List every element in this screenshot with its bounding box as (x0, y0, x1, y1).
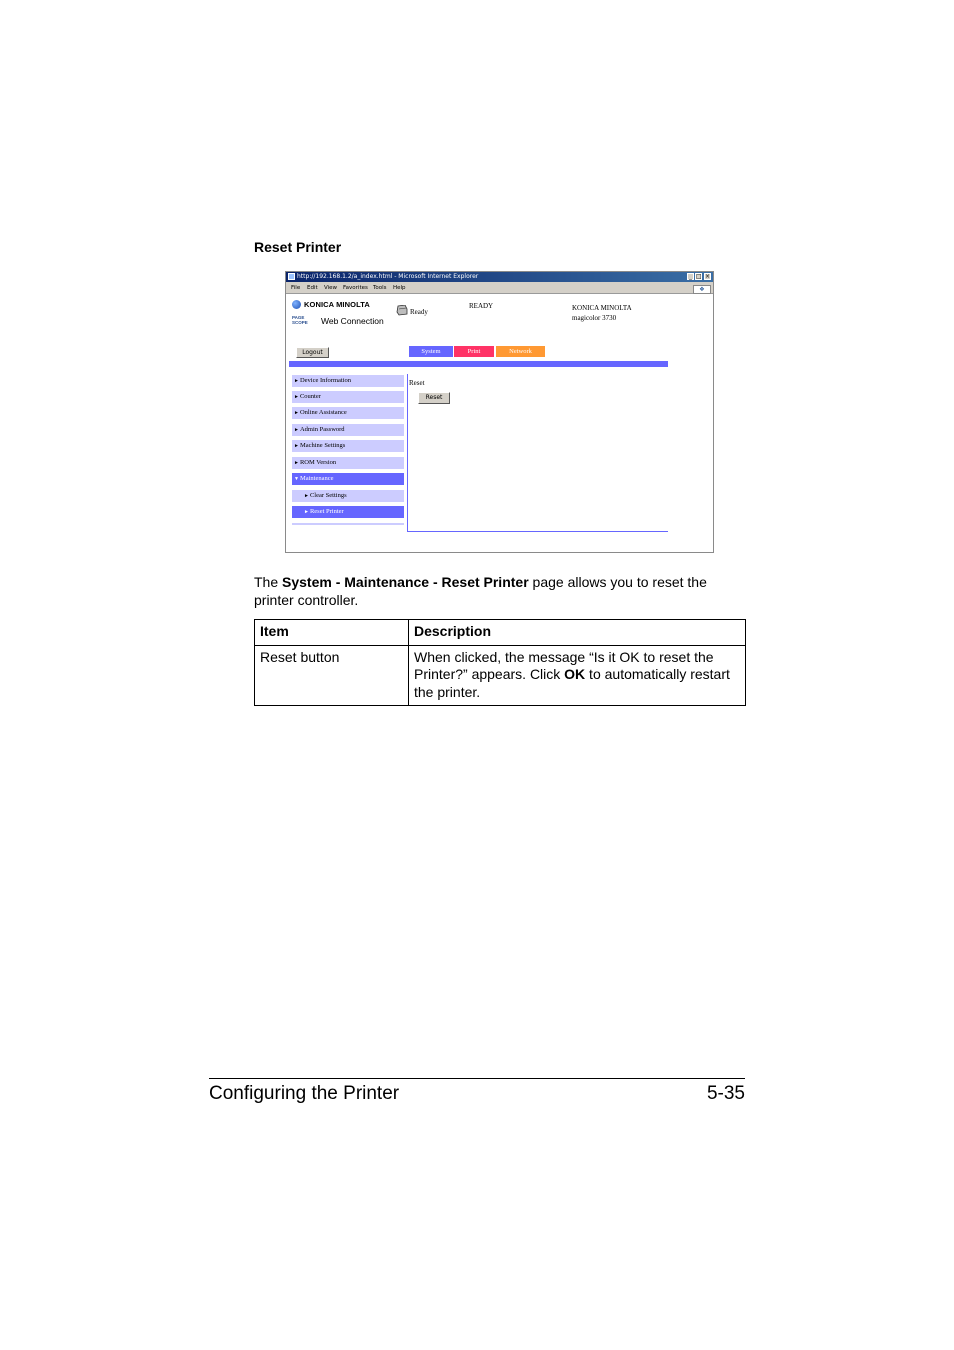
tab-network[interactable]: Network (496, 346, 545, 357)
table-header-row (255, 620, 746, 646)
sidebar-item-label: Maintenance (299, 475, 334, 482)
menu-favorites[interactable]: Favorites (343, 285, 368, 291)
arrow-right-icon: ► (294, 428, 299, 433)
menu-help[interactable]: Help (393, 285, 406, 291)
table-cell-item: Reset button (255, 645, 409, 706)
arrow-right-icon: ► (294, 395, 299, 400)
column-header-description: Description (409, 620, 746, 646)
header-divider (289, 361, 668, 367)
web-connection-label: Web Connection (321, 316, 384, 326)
sidebar-item-admin-password[interactable] (292, 424, 404, 436)
menu-view[interactable]: View (324, 285, 338, 291)
arrow-right-icon: ► (294, 411, 299, 416)
description-paragraph (254, 574, 746, 609)
arrow-right-icon: ► (304, 510, 309, 515)
status-caps: READY (469, 302, 494, 310)
menu-file[interactable]: File (291, 285, 301, 291)
browser-menu-bar (286, 282, 713, 294)
arrow-right-icon: ► (294, 444, 299, 449)
menu-edit[interactable]: Edit (307, 285, 318, 291)
sidebar-item-label: ROM Version (299, 459, 337, 466)
sidebar-item-label: Machine Settings (299, 442, 346, 449)
content-bottom-divider (408, 531, 668, 532)
arrow-right-icon: ► (304, 494, 309, 499)
sidebar-end-bar (292, 523, 404, 525)
status-text: Ready (410, 308, 428, 316)
tab-system[interactable]: System (409, 346, 453, 357)
sidebar-divider (407, 374, 408, 532)
browser-screenshot (285, 271, 714, 553)
arrow-down-icon: ▼ (294, 477, 299, 482)
sidebar-item-device-information[interactable] (292, 375, 404, 387)
pagescope-badge-bottom: SCOPE (292, 320, 308, 325)
maximize-button[interactable]: □ (696, 273, 702, 280)
footer-page-number: 5-35 (706, 1083, 745, 1104)
minimize-button[interactable]: _ (689, 273, 692, 280)
close-button[interactable]: × (705, 273, 711, 280)
tab-print[interactable]: Print (454, 346, 494, 357)
web-page-content (286, 294, 713, 552)
sidebar-item-reset-printer[interactable] (292, 506, 404, 518)
menu-tools[interactable]: Tools (373, 285, 387, 291)
sidebar-item-label: Counter (299, 393, 321, 400)
paragraph-text: The (254, 574, 283, 590)
paragraph-text-end: page allows you to reset the printer controller. (254, 574, 707, 608)
sidebar-item-label: Admin Password (299, 426, 345, 433)
table-cell-description (409, 645, 746, 706)
sidebar-item-label: Online Assistance (299, 409, 347, 416)
description-text-end: to automatically restart the printer. (414, 666, 730, 700)
printer-model (572, 304, 632, 323)
sidebar-item-online-assistance[interactable] (292, 407, 404, 419)
sidebar-item-machine-settings[interactable] (292, 440, 404, 452)
description-text: When clicked, the message “Is it OK to reset the Printer?” appears. Click (414, 648, 714, 682)
main-section-label: Reset (409, 379, 425, 387)
arrow-right-icon: ► (294, 379, 299, 384)
section-heading: Reset Printer (254, 239, 342, 255)
sidebar-item-label: Reset Printer (309, 508, 344, 515)
windows-logo-icon: ❖ (693, 285, 711, 294)
description-table (254, 619, 746, 706)
reset-button[interactable]: Reset (418, 392, 450, 404)
arrow-right-icon: ► (294, 461, 299, 466)
table-row (255, 645, 746, 706)
sidebar-item-clear-settings[interactable] (292, 490, 404, 502)
globe-icon (292, 300, 301, 309)
logout-button[interactable]: Logout (296, 347, 329, 358)
ie-icon (288, 273, 295, 280)
pagescope-badge-top: PAGE (292, 315, 305, 320)
footer-divider (209, 1078, 745, 1079)
sidebar-item-maintenance[interactable] (292, 473, 404, 485)
printer-icon (396, 305, 408, 316)
model-number: magicolor 3730 (572, 313, 617, 322)
sidebar-item-counter[interactable] (292, 391, 404, 403)
browser-title-bar (286, 272, 713, 282)
browser-title: http://192.168.1.2/a_index.html - Microsoft Internet Explorer (297, 273, 479, 280)
sidebar-item-label: Clear Settings (309, 492, 347, 499)
footer-chapter-title: Configuring the Printer (209, 1083, 400, 1104)
model-brand: KONICA MINOLTA (572, 304, 632, 312)
sidebar-item-label: Device Information (299, 377, 352, 384)
paragraph-bold-path: System - Maintenance - Reset Printer (282, 574, 529, 590)
brand-name: KONICA MINOLTA (304, 300, 370, 309)
sidebar-item-rom-version[interactable] (292, 457, 404, 469)
column-header-item: Item (255, 620, 409, 646)
pagescope-badge (292, 315, 318, 325)
description-bold-ok: OK (564, 666, 586, 682)
